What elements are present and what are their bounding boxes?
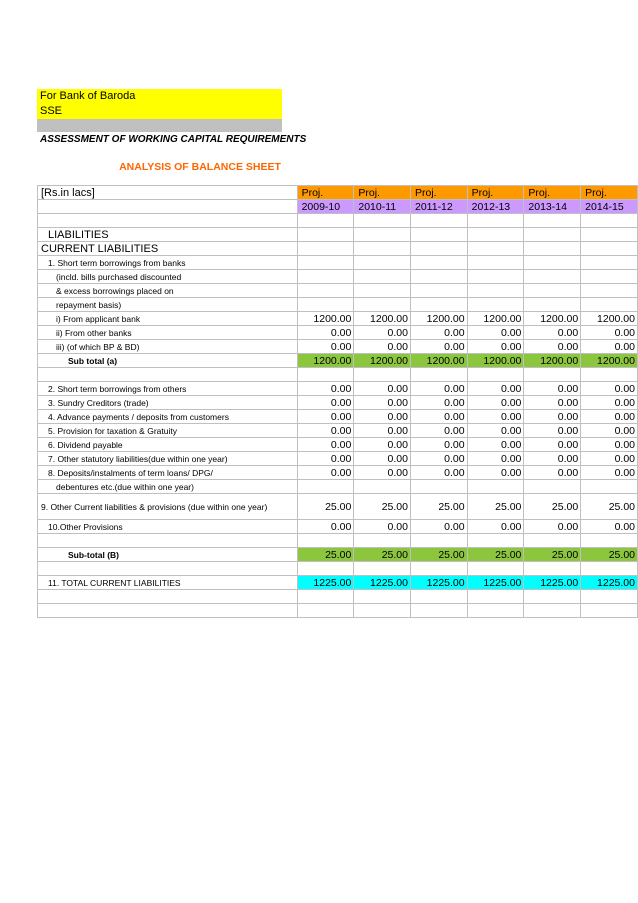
value-cell: 25.00 [581,494,638,520]
year-header-cell: 2014-15 [581,200,638,214]
value-cell: 0.00 [410,466,467,480]
empty-cell [410,242,467,256]
grey-divider-bar [37,119,282,132]
row-label: iii) (of which BP & BD) [38,340,298,354]
bank-name-header: For Bank of Baroda [37,89,282,104]
value-cell: 25.00 [410,494,467,520]
row-label: 10.Other Provisions [38,520,298,534]
item8-row [38,466,638,480]
empty-cell [297,228,354,242]
value-cell: 0.00 [467,520,524,534]
value-cell: 0.00 [524,424,581,438]
row-label: 1. Short term borrowings from banks [38,256,298,270]
unit-header: SSE [37,104,282,119]
empty-cell [524,480,581,494]
empty-cell [297,214,354,228]
empty-cell [297,604,354,618]
value-cell: 0.00 [297,410,354,424]
empty-cell [467,590,524,604]
value-cell: 0.00 [354,424,411,438]
empty-cell [297,256,354,270]
empty-cell [297,562,354,576]
value-cell: 25.00 [524,548,581,562]
value-cell: 0.00 [581,382,638,396]
row-label: i) From applicant bank [38,312,298,326]
value-cell: 0.00 [467,410,524,424]
value-cell: 25.00 [354,548,411,562]
blank-row [38,534,638,548]
row-label: 9. Other Current liabilities & provisions (due within one year) [38,494,298,520]
empty-cell [524,534,581,548]
blank-row [38,604,638,618]
value-cell: 0.00 [581,466,638,480]
empty-cell [524,368,581,382]
item1-ii-row [38,326,638,340]
value-cell: 0.00 [297,382,354,396]
empty-cell [410,270,467,284]
item5-row [38,424,638,438]
empty-cell [467,242,524,256]
empty-cell [581,604,638,618]
value-cell: 0.00 [354,520,411,534]
empty-cell [410,562,467,576]
empty-cell [581,480,638,494]
value-cell: 0.00 [297,452,354,466]
empty-cell [581,270,638,284]
value-cell: 1200.00 [354,354,411,368]
empty-cell [354,368,411,382]
row-label: ii) From other banks [38,326,298,340]
value-cell: 1200.00 [410,312,467,326]
value-cell: 1225.00 [410,576,467,590]
value-cell: 1225.00 [467,576,524,590]
value-cell: 0.00 [297,340,354,354]
row-label: 6. Dividend payable [38,438,298,452]
value-cell: 0.00 [467,382,524,396]
value-cell: 0.00 [467,452,524,466]
row-label: CURRENT LIABILITIES [38,242,298,256]
value-cell: 0.00 [524,326,581,340]
total-current-liabilities-row [38,576,638,590]
current-liabilities-row [38,242,638,256]
empty-cell [467,368,524,382]
item7-row [38,452,638,466]
item1-row [38,256,638,270]
empty-cell [297,368,354,382]
value-cell: 0.00 [524,438,581,452]
item1-line2-row [38,270,638,284]
row-label [38,604,298,618]
empty-cell [524,270,581,284]
value-cell: 1200.00 [297,312,354,326]
empty-cell [581,368,638,382]
value-cell: 0.00 [581,326,638,340]
empty-cell [524,590,581,604]
item1-line4-row [38,298,638,312]
year-header-cell: 2009-10 [297,200,354,214]
value-cell: 0.00 [524,396,581,410]
value-cell: 0.00 [354,326,411,340]
empty-cell [524,228,581,242]
row-label: repayment basis) [38,298,298,312]
value-cell: 0.00 [354,466,411,480]
empty-cell [410,534,467,548]
empty-cell [354,270,411,284]
value-cell: 25.00 [354,494,411,520]
empty-cell [467,562,524,576]
subtotal-b-row [38,548,638,562]
value-cell: 25.00 [581,548,638,562]
row-label [38,200,298,214]
row-label [38,534,298,548]
empty-cell [354,256,411,270]
empty-cell [524,298,581,312]
empty-cell [467,534,524,548]
row-label: LIABILITIES [38,228,298,242]
value-cell: 0.00 [297,438,354,452]
value-cell: 1200.00 [524,312,581,326]
value-cell: 0.00 [524,382,581,396]
empty-cell [581,562,638,576]
value-cell: 0.00 [581,438,638,452]
proj-header-cell: Proj. [524,186,581,200]
empty-cell [297,270,354,284]
row-label: 11. TOTAL CURRENT LIABILITIES [38,576,298,590]
value-cell: 1225.00 [354,576,411,590]
empty-cell [467,480,524,494]
value-cell: 0.00 [524,466,581,480]
empty-cell [467,270,524,284]
value-cell: 25.00 [297,494,354,520]
proj-header-cell: Proj. [297,186,354,200]
value-cell: 25.00 [467,548,524,562]
value-cell: 1225.00 [581,576,638,590]
value-cell: 1200.00 [467,312,524,326]
empty-cell [467,228,524,242]
header-proj-row [38,186,638,200]
value-cell: 0.00 [410,452,467,466]
empty-cell [581,242,638,256]
year-header-cell: 2012-13 [467,200,524,214]
empty-cell [410,368,467,382]
empty-cell [410,284,467,298]
empty-cell [354,284,411,298]
empty-cell [581,284,638,298]
row-label: [Rs.in lacs] [38,186,298,200]
value-cell: 0.00 [297,520,354,534]
row-label [38,368,298,382]
analysis-title: ANALYSIS OF BALANCE SHEET [119,161,281,173]
year-header-cell: 2011-12 [410,200,467,214]
empty-cell [524,242,581,256]
empty-cell [524,562,581,576]
empty-cell [354,590,411,604]
value-cell: 1200.00 [581,312,638,326]
value-cell: 0.00 [354,396,411,410]
row-label [38,590,298,604]
empty-cell [467,214,524,228]
empty-cell [297,590,354,604]
value-cell: 1225.00 [297,576,354,590]
row-label: (incld. bills purchased discounted [38,270,298,284]
empty-cell [297,284,354,298]
empty-cell [524,214,581,228]
row-label: Sub-total (B) [38,548,298,562]
item6-row [38,438,638,452]
value-cell: 0.00 [410,340,467,354]
empty-cell [354,214,411,228]
item10-row [38,520,638,534]
empty-cell [467,284,524,298]
empty-cell [581,228,638,242]
liabilities-row [38,228,638,242]
row-label: 7. Other statutory liabilities(due within one year) [38,452,298,466]
empty-cell [297,534,354,548]
value-cell: 1200.00 [467,354,524,368]
item8-line2-row [38,480,638,494]
empty-cell [410,590,467,604]
assessment-title: ASSESSMENT OF WORKING CAPITAL REQUIREMENTS [40,134,307,145]
empty-cell [524,604,581,618]
empty-cell [581,214,638,228]
value-cell: 25.00 [410,548,467,562]
empty-cell [297,242,354,256]
empty-cell [467,604,524,618]
item9-row [38,494,638,520]
proj-header-cell: Proj. [354,186,411,200]
blank-row [38,562,638,576]
value-cell: 25.00 [467,494,524,520]
value-cell: 0.00 [410,424,467,438]
row-label: Sub total (a) [38,354,298,368]
value-cell: 0.00 [581,340,638,354]
empty-cell [354,242,411,256]
value-cell: 0.00 [354,452,411,466]
empty-cell [581,256,638,270]
value-cell: 0.00 [354,340,411,354]
empty-cell [467,298,524,312]
value-cell: 0.00 [467,424,524,438]
blank-row [38,368,638,382]
empty-cell [524,256,581,270]
empty-cell [410,298,467,312]
value-cell: 1200.00 [524,354,581,368]
value-cell: 0.00 [524,520,581,534]
value-cell: 0.00 [467,466,524,480]
proj-header-cell: Proj. [467,186,524,200]
value-cell: 0.00 [354,410,411,424]
row-label: 2. Short term borrowings from others [38,382,298,396]
row-label: 8. Deposits/instalments of term loans/ DPG/ [38,466,298,480]
value-cell: 0.00 [524,410,581,424]
value-cell: 0.00 [410,410,467,424]
item1-i-row [38,312,638,326]
proj-header-cell: Proj. [410,186,467,200]
empty-cell [297,298,354,312]
empty-cell [354,480,411,494]
empty-cell [467,256,524,270]
year-header-cell: 2013-14 [524,200,581,214]
empty-cell [524,284,581,298]
value-cell: 25.00 [297,548,354,562]
value-cell: 0.00 [581,424,638,438]
empty-cell [354,228,411,242]
value-cell: 0.00 [524,340,581,354]
value-cell: 0.00 [467,326,524,340]
row-label: debentures etc.(due within one year) [38,480,298,494]
item3-row [38,396,638,410]
empty-cell [354,562,411,576]
value-cell: 25.00 [524,494,581,520]
row-label [38,214,298,228]
item4-row [38,410,638,424]
value-cell: 0.00 [524,452,581,466]
value-cell: 0.00 [581,410,638,424]
empty-cell [581,534,638,548]
empty-cell [297,480,354,494]
value-cell: 0.00 [410,382,467,396]
row-label: 5. Provision for taxation & Gratuity [38,424,298,438]
value-cell: 0.00 [410,438,467,452]
subtotal-a-row [38,354,638,368]
value-cell: 1200.00 [297,354,354,368]
item1-line3-row [38,284,638,298]
balance-sheet-table [37,185,638,618]
value-cell: 0.00 [297,424,354,438]
value-cell: 0.00 [581,396,638,410]
value-cell: 1200.00 [354,312,411,326]
year-header-cell: 2010-11 [354,200,411,214]
value-cell: 0.00 [467,438,524,452]
value-cell: 0.00 [354,438,411,452]
empty-cell [354,298,411,312]
item1-iii-row [38,340,638,354]
value-cell: 0.00 [354,382,411,396]
value-cell: 0.00 [297,396,354,410]
value-cell: 0.00 [467,396,524,410]
empty-cell [410,604,467,618]
value-cell: 0.00 [581,452,638,466]
value-cell: 1225.00 [524,576,581,590]
row-label: 4. Advance payments / deposits from customers [38,410,298,424]
value-cell: 0.00 [410,520,467,534]
empty-cell [581,590,638,604]
empty-cell [410,214,467,228]
blank-row [38,590,638,604]
value-cell: 1200.00 [410,354,467,368]
empty-cell [581,298,638,312]
empty-cell [354,534,411,548]
blank-row [38,214,638,228]
empty-cell [410,256,467,270]
proj-header-cell: Proj. [581,186,638,200]
row-label [38,562,298,576]
value-cell: 0.00 [297,466,354,480]
value-cell: 1200.00 [581,354,638,368]
value-cell: 0.00 [410,326,467,340]
value-cell: 0.00 [467,340,524,354]
value-cell: 0.00 [581,520,638,534]
empty-cell [410,480,467,494]
value-cell: 0.00 [297,326,354,340]
row-label: & excess borrowings placed on [38,284,298,298]
item2-row [38,382,638,396]
value-cell: 0.00 [410,396,467,410]
row-label: 3. Sundry Creditors (trade) [38,396,298,410]
empty-cell [354,604,411,618]
header-year-row [38,200,638,214]
empty-cell [410,228,467,242]
